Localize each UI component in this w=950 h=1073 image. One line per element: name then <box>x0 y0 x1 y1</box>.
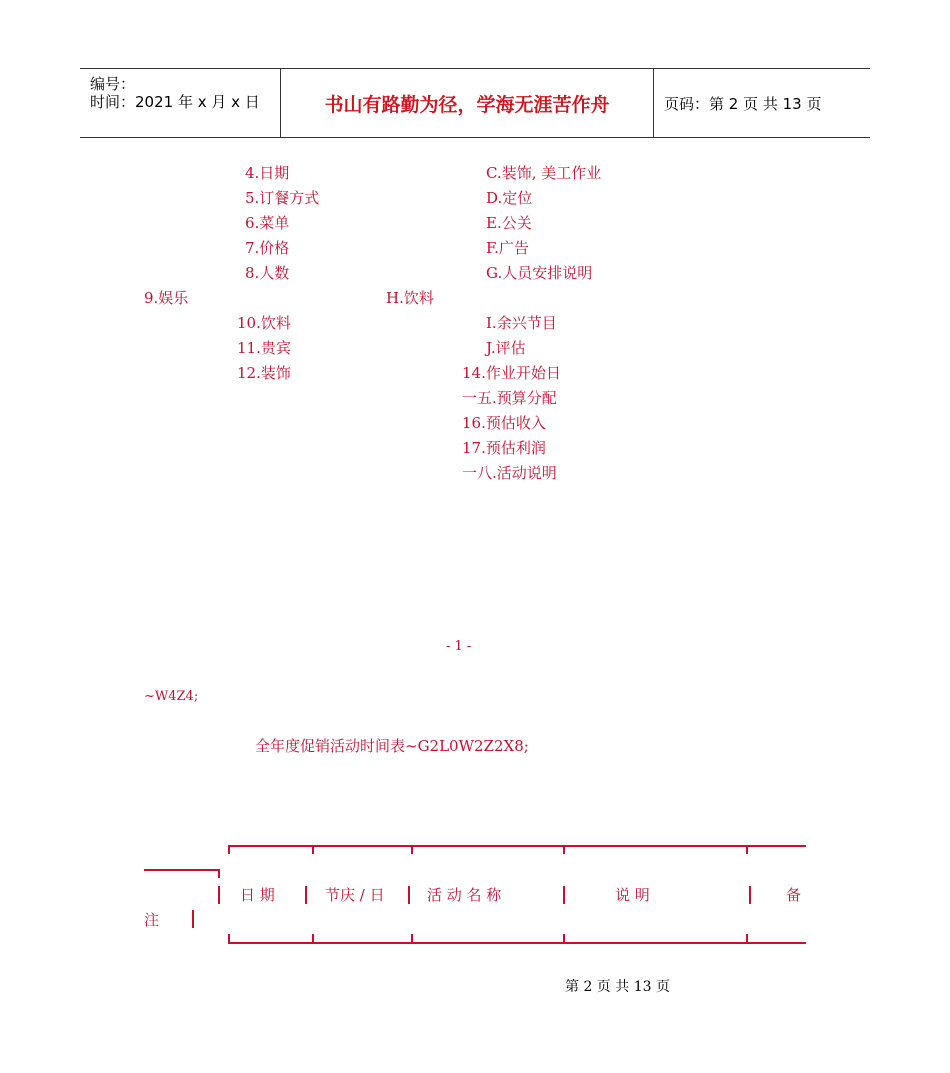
table-vbar <box>563 886 565 904</box>
document-number: 编号： <box>90 75 136 93</box>
table-bottom-rule <box>228 942 806 944</box>
table-vbar <box>218 886 220 904</box>
list-item: 5.订餐方式 <box>245 189 320 207</box>
table-vbar <box>749 886 751 904</box>
list-item: 6.菜单 <box>245 214 290 232</box>
table-tick <box>312 845 314 854</box>
table-left-rule <box>144 869 220 871</box>
table-top-rule <box>228 845 806 847</box>
list-item: 10.饮料 <box>237 314 291 332</box>
header-meta <box>80 69 281 137</box>
table-vbar <box>408 886 410 904</box>
header-page-number: 页码：第 2 页 共 13 页 <box>664 94 822 113</box>
table-tick <box>411 934 413 943</box>
list-item: E.公关 <box>486 214 532 232</box>
list-item: H.饮料 <box>386 289 434 307</box>
document-time: 时间：2021 年 x 月 x 日 <box>90 93 260 111</box>
page-footer: 第 2 页 共 13 页 <box>565 979 670 995</box>
list-item: 16.预估收入 <box>462 414 546 432</box>
table-tick <box>228 845 230 854</box>
table-vbar <box>305 886 307 904</box>
table-header-description: 说 明 <box>615 886 650 904</box>
page-header <box>80 68 870 138</box>
table-tick <box>411 845 413 854</box>
list-item: G.人员安排说明 <box>486 264 593 282</box>
list-item: 8.人数 <box>245 264 290 282</box>
list-item: 11.贵宾 <box>237 339 291 357</box>
table-vbar <box>192 910 194 928</box>
list-item: 4.日期 <box>245 164 290 182</box>
table-title: 全年度促销活动时间表~G2L0W2Z2X8; <box>255 737 529 755</box>
table-tick <box>563 845 565 854</box>
code-line: ~W4Z4; <box>144 689 199 704</box>
list-item: 9.娱乐 <box>144 289 189 307</box>
list-item: 一五.预算分配 <box>462 389 557 407</box>
header-motto: 书山有路勤为径，学海无涯苦作舟 <box>281 69 654 137</box>
list-item: F.广告 <box>486 239 529 257</box>
list-item: J.评估 <box>486 339 526 357</box>
table-tick <box>228 934 230 943</box>
list-item: 17.预估利润 <box>462 439 546 457</box>
table-tick <box>746 934 748 943</box>
page-marker: - 1 - <box>446 639 472 654</box>
table-tick <box>312 934 314 943</box>
table-header-remarks: 备 <box>786 886 802 904</box>
table-tick <box>746 845 748 854</box>
table-header-remarks-wrap: 注 <box>144 911 160 929</box>
list-item: D.定位 <box>486 189 533 207</box>
list-item: 14.作业开始日 <box>462 364 561 382</box>
list-item: I.余兴节目 <box>486 314 557 332</box>
table-vbar <box>218 869 220 878</box>
table-header-date: 日 期 <box>240 886 275 904</box>
table-header-activity-name: 活 动 名 称 <box>427 886 502 904</box>
table-tick <box>563 934 565 943</box>
list-item: 一八.活动说明 <box>462 464 557 482</box>
list-item: C.装饰, 美工作业 <box>486 164 602 182</box>
table-header-festival: 节庆 / 日 <box>325 886 385 904</box>
list-item: 7.价格 <box>245 239 290 257</box>
list-item: 12.装饰 <box>237 364 291 382</box>
